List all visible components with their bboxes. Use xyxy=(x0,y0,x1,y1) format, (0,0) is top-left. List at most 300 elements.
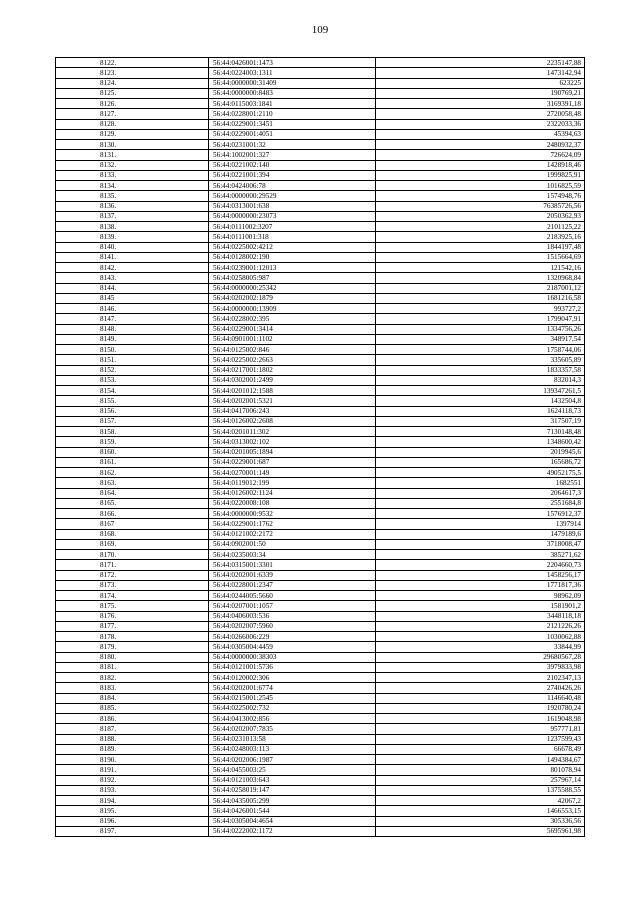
value-cell: 1581901,2 xyxy=(376,601,585,611)
value-cell: 1624118,73 xyxy=(376,406,585,416)
table-row xyxy=(56,222,585,232)
value-cell: 3979833,98 xyxy=(376,662,585,672)
cadastral-number-cell: 56:44:0231001:32 xyxy=(209,140,376,150)
row-number-cell: 8161. xyxy=(56,457,209,467)
cadastral-number-cell: 56:44:0120002:306 xyxy=(209,673,376,683)
value-cell: 33844,99 xyxy=(376,642,585,652)
cadastral-number-cell: 56:44:0121002:2172 xyxy=(209,529,376,539)
row-number-cell: 8134. xyxy=(56,181,209,191)
value-cell: 1574948,76 xyxy=(376,191,585,201)
value-cell: 1515664,69 xyxy=(376,252,585,262)
table-row xyxy=(56,591,585,601)
value-cell: 1682551 xyxy=(376,478,585,488)
cadastral-number-cell: 56:44:0000000:13909 xyxy=(209,304,376,314)
cadastral-number-cell: 56:44:0201011:302 xyxy=(209,427,376,437)
table-row xyxy=(56,252,585,262)
value-cell: 1844197,48 xyxy=(376,242,585,252)
table-row xyxy=(56,314,585,324)
cadastral-number-cell: 56:44:0305004:4654 xyxy=(209,816,376,826)
row-number-cell: 8133. xyxy=(56,170,209,180)
value-cell: 1619048,98 xyxy=(376,714,585,724)
row-number-cell: 8153. xyxy=(56,375,209,385)
cadastral-number-cell: 56:44:0225002:732 xyxy=(209,703,376,713)
value-cell: 1681216,58 xyxy=(376,293,585,303)
table-row xyxy=(56,693,585,703)
row-number-cell: 8173. xyxy=(56,580,209,590)
row-number-cell: 8128. xyxy=(56,119,209,129)
table-row xyxy=(56,755,585,765)
value-cell: 139347261,5 xyxy=(376,386,585,396)
table-row xyxy=(56,88,585,98)
value-cell: 66678,49 xyxy=(376,744,585,754)
table-row xyxy=(56,580,585,590)
cadastral-number-cell: 56:44:0239001:12013 xyxy=(209,263,376,273)
value-cell: 1348600,42 xyxy=(376,437,585,447)
value-cell: 2101125,22 xyxy=(376,222,585,232)
value-cell: 1397914 xyxy=(376,519,585,529)
cadastral-number-cell: 56:44:0902001:50 xyxy=(209,539,376,549)
table-row xyxy=(56,744,585,754)
cadastral-number-cell: 56:44:0202006:1987 xyxy=(209,755,376,765)
cadastral-number-cell: 56:44:0228002:395 xyxy=(209,314,376,324)
registry-table xyxy=(55,57,585,837)
row-number-cell: 8187. xyxy=(56,724,209,734)
cadastral-number-cell: 56:44:0258005:987 xyxy=(209,273,376,283)
row-number-cell: 8142. xyxy=(56,263,209,273)
row-number-cell: 8131. xyxy=(56,150,209,160)
cadastral-number-cell: 56:44:0202001:6774 xyxy=(209,683,376,693)
value-cell: 1237599,43 xyxy=(376,734,585,744)
table-row xyxy=(56,652,585,662)
value-cell: 3169391,18 xyxy=(376,99,585,109)
value-cell: 1146640,48 xyxy=(376,693,585,703)
value-cell: 317507,19 xyxy=(376,416,585,426)
table-row xyxy=(56,304,585,314)
table-row xyxy=(56,181,585,191)
value-cell: 726624,09 xyxy=(376,150,585,160)
row-number-cell: 8197. xyxy=(56,826,209,836)
cadastral-number-cell: 56:44:0000000:9532 xyxy=(209,509,376,519)
row-number-cell: 8193. xyxy=(56,785,209,795)
cadastral-number-cell: 56:44:0000000:25342 xyxy=(209,283,376,293)
table-row xyxy=(56,129,585,139)
row-number-cell: 8152. xyxy=(56,365,209,375)
cadastral-number-cell: 56:44:0426001:544 xyxy=(209,806,376,816)
table-row xyxy=(56,570,585,580)
table-row xyxy=(56,396,585,406)
table-row xyxy=(56,509,585,519)
value-cell: 335605,89 xyxy=(376,355,585,365)
cadastral-number-cell: 56:44:0215001:2545 xyxy=(209,693,376,703)
row-number-cell: 8164. xyxy=(56,488,209,498)
table-row xyxy=(56,529,585,539)
table-row xyxy=(56,806,585,816)
row-number-cell: 8178. xyxy=(56,632,209,642)
cadastral-number-cell: 56:44:0455003:25 xyxy=(209,765,376,775)
table-row xyxy=(56,539,585,549)
value-cell: 993727,2 xyxy=(376,304,585,314)
cadastral-number-cell: 56:44:0302001:2499 xyxy=(209,375,376,385)
value-cell: 2187001,12 xyxy=(376,283,585,293)
table-row xyxy=(56,58,585,68)
cadastral-number-cell: 56:44:0315001:3301 xyxy=(209,560,376,570)
row-number-cell: 8165. xyxy=(56,498,209,508)
value-cell: 42067,2 xyxy=(376,796,585,806)
row-number-cell: 8182. xyxy=(56,673,209,683)
cadastral-number-cell: 56:44:0229001:687 xyxy=(209,457,376,467)
cadastral-number-cell: 56:44:0207001:1057 xyxy=(209,601,376,611)
row-number-cell: 8150. xyxy=(56,345,209,355)
table-row xyxy=(56,519,585,529)
value-cell: 3718008,47 xyxy=(376,539,585,549)
cadastral-number-cell: 56:44:0202002:1879 xyxy=(209,293,376,303)
table-row xyxy=(56,488,585,498)
value-cell: 1458256,17 xyxy=(376,570,585,580)
row-number-cell: 8148. xyxy=(56,324,209,334)
row-number-cell: 8138. xyxy=(56,222,209,232)
table-row xyxy=(56,498,585,508)
value-cell: 1758744,06 xyxy=(376,345,585,355)
value-cell: 190769,21 xyxy=(376,88,585,98)
cadastral-number-cell: 56:44:0229001:1762 xyxy=(209,519,376,529)
cadastral-number-cell: 56:44:0126002:2608 xyxy=(209,416,376,426)
row-number-cell: 8151. xyxy=(56,355,209,365)
value-cell: 2551684,8 xyxy=(376,498,585,508)
cadastral-number-cell: 56:44:0225002:4212 xyxy=(209,242,376,252)
row-number-cell: 8167 xyxy=(56,519,209,529)
table-row xyxy=(56,119,585,129)
row-number-cell: 8144. xyxy=(56,283,209,293)
cadastral-number-cell: 56:44:0121003:643 xyxy=(209,775,376,785)
row-number-cell: 8158. xyxy=(56,427,209,437)
row-number-cell: 8180. xyxy=(56,652,209,662)
value-cell: 1576912,37 xyxy=(376,509,585,519)
value-cell: 2235147,88 xyxy=(376,58,585,68)
value-cell: 3448118,18 xyxy=(376,611,585,621)
table-row xyxy=(56,724,585,734)
table-body xyxy=(56,58,585,837)
value-cell: 2183925,16 xyxy=(376,232,585,242)
table-row xyxy=(56,263,585,273)
table-row xyxy=(56,273,585,283)
value-cell: 801078,94 xyxy=(376,765,585,775)
cadastral-number-cell: 56:44:0115003:1841 xyxy=(209,99,376,109)
table-row xyxy=(56,345,585,355)
row-number-cell: 8157. xyxy=(56,416,209,426)
row-number-cell: 8169. xyxy=(56,539,209,549)
table-row xyxy=(56,765,585,775)
row-number-cell: 8179. xyxy=(56,642,209,652)
table-row xyxy=(56,150,585,160)
cadastral-number-cell: 56:44:0220008:108 xyxy=(209,498,376,508)
table-row xyxy=(56,621,585,631)
value-cell: 121542,16 xyxy=(376,263,585,273)
row-number-cell: 8140. xyxy=(56,242,209,252)
table-row xyxy=(56,703,585,713)
cadastral-number-cell: 56:44:0413002:856 xyxy=(209,714,376,724)
row-number-cell: 8156. xyxy=(56,406,209,416)
value-cell: 2121226,26 xyxy=(376,621,585,631)
cadastral-number-cell: 56:44:0229001:3451 xyxy=(209,119,376,129)
cadastral-number-cell: 56:44:0435005:299 xyxy=(209,796,376,806)
value-cell: 29680567,28 xyxy=(376,652,585,662)
row-number-cell: 8183. xyxy=(56,683,209,693)
table-row xyxy=(56,632,585,642)
row-number-cell: 8126. xyxy=(56,99,209,109)
cadastral-number-cell: 56:44:0248003:113 xyxy=(209,744,376,754)
cadastral-number-cell: 56:44:0202007:5960 xyxy=(209,621,376,631)
row-number-cell: 8130. xyxy=(56,140,209,150)
cadastral-number-cell: 56:44:0229001:3414 xyxy=(209,324,376,334)
row-number-cell: 8168. xyxy=(56,529,209,539)
table-row xyxy=(56,140,585,150)
table-row xyxy=(56,283,585,293)
cadastral-number-cell: 56:44:0125002:846 xyxy=(209,345,376,355)
cadastral-number-cell: 56:44:0222002:1172 xyxy=(209,826,376,836)
table-row xyxy=(56,386,585,396)
row-number-cell: 8139. xyxy=(56,232,209,242)
row-number-cell: 8172. xyxy=(56,570,209,580)
value-cell: 1771817,36 xyxy=(376,580,585,590)
row-number-cell: 8196. xyxy=(56,816,209,826)
row-number-cell: 8135. xyxy=(56,191,209,201)
value-cell: 2322033,36 xyxy=(376,119,585,129)
value-cell: 2102347,13 xyxy=(376,673,585,683)
value-cell: 1494384,67 xyxy=(376,755,585,765)
value-cell: 76385726,56 xyxy=(376,201,585,211)
value-cell: 257967,14 xyxy=(376,775,585,785)
row-number-cell: 8159. xyxy=(56,437,209,447)
table-row xyxy=(56,560,585,570)
cadastral-number-cell: 56:44:0201005:1894 xyxy=(209,447,376,457)
value-cell: 2720058,48 xyxy=(376,109,585,119)
cadastral-number-cell: 56:44:0202001:5321 xyxy=(209,396,376,406)
value-cell: 1466553,15 xyxy=(376,806,585,816)
cadastral-number-cell: 56:44:0126002:1124 xyxy=(209,488,376,498)
row-number-cell: 8155. xyxy=(56,396,209,406)
page-number: 109 xyxy=(311,24,329,36)
table-row xyxy=(56,601,585,611)
row-number-cell: 8136. xyxy=(56,201,209,211)
row-number-cell: 8127. xyxy=(56,109,209,119)
table-row xyxy=(56,478,585,488)
table-row xyxy=(56,734,585,744)
row-number-cell: 8184. xyxy=(56,693,209,703)
cadastral-number-cell: 56:44:0426001:1473 xyxy=(209,58,376,68)
value-cell: 1428918,46 xyxy=(376,160,585,170)
table-row xyxy=(56,683,585,693)
cadastral-number-cell: 56:44:0313001:638 xyxy=(209,201,376,211)
cadastral-number-cell: 56:44:0235003:34 xyxy=(209,550,376,560)
value-cell: 2480932,37 xyxy=(376,140,585,150)
cadastral-number-cell: 56:44:0000000:23073 xyxy=(209,211,376,221)
table-row xyxy=(56,78,585,88)
cadastral-number-cell: 56:44:0221001:394 xyxy=(209,170,376,180)
cadastral-number-cell: 56:44:0128002:190 xyxy=(209,252,376,262)
value-cell: 1479189,6 xyxy=(376,529,585,539)
table-row xyxy=(56,416,585,426)
table-row xyxy=(56,785,585,795)
value-cell: 2740426,26 xyxy=(376,683,585,693)
value-cell: 1920780,24 xyxy=(376,703,585,713)
value-cell: 7130148,48 xyxy=(376,427,585,437)
table-row xyxy=(56,375,585,385)
table-row xyxy=(56,242,585,252)
value-cell: 1375588,55 xyxy=(376,785,585,795)
table-row xyxy=(56,406,585,416)
value-cell: 1320968,84 xyxy=(376,273,585,283)
row-number-cell: 8181. xyxy=(56,662,209,672)
table-row xyxy=(56,816,585,826)
row-number-cell: 8141. xyxy=(56,252,209,262)
table-row xyxy=(56,673,585,683)
value-cell: 5695961,98 xyxy=(376,826,585,836)
value-cell: 1999825,91 xyxy=(376,170,585,180)
table-row xyxy=(56,642,585,652)
value-cell: 385271,62 xyxy=(376,550,585,560)
row-number-cell: 8170. xyxy=(56,550,209,560)
cadastral-number-cell: 56:44:0901001:1102 xyxy=(209,334,376,344)
cadastral-number-cell: 56:44:0121001:5736 xyxy=(209,662,376,672)
row-number-cell: 8175. xyxy=(56,601,209,611)
table-row xyxy=(56,611,585,621)
table-row xyxy=(56,427,585,437)
table-row xyxy=(56,457,585,467)
row-number-cell: 8186. xyxy=(56,714,209,724)
value-cell: 1799047,91 xyxy=(376,314,585,324)
row-number-cell: 8189. xyxy=(56,744,209,754)
row-number-cell: 8185. xyxy=(56,703,209,713)
table-row xyxy=(56,550,585,560)
table-row xyxy=(56,437,585,447)
cadastral-number-cell: 56:44:1002001:327 xyxy=(209,150,376,160)
cadastral-number-cell: 56:44:0417006:243 xyxy=(209,406,376,416)
row-number-cell: 8146. xyxy=(56,304,209,314)
row-number-cell: 8129. xyxy=(56,129,209,139)
table-row xyxy=(56,365,585,375)
value-cell: 98962,09 xyxy=(376,591,585,601)
table-row xyxy=(56,775,585,785)
table-row xyxy=(56,201,585,211)
row-number-cell: 8195. xyxy=(56,806,209,816)
value-cell: 348917,54 xyxy=(376,334,585,344)
cadastral-number-cell: 56:44:0229001:4051 xyxy=(209,129,376,139)
row-number-cell: 8190. xyxy=(56,755,209,765)
table-row xyxy=(56,293,585,303)
row-number-cell: 8137. xyxy=(56,211,209,221)
cadastral-number-cell: 56:44:0111001:318 xyxy=(209,232,376,242)
cadastral-number-cell: 56:44:0406003:536 xyxy=(209,611,376,621)
row-number-cell: 8177. xyxy=(56,621,209,631)
row-number-cell: 8163. xyxy=(56,478,209,488)
value-cell: 1030062,88 xyxy=(376,632,585,642)
row-number-cell: 8194. xyxy=(56,796,209,806)
table-row xyxy=(56,232,585,242)
value-cell: 623225 xyxy=(376,78,585,88)
cadastral-number-cell: 56:44:0225002:2663 xyxy=(209,355,376,365)
row-number-cell: 8132. xyxy=(56,160,209,170)
value-cell: 2204660,73 xyxy=(376,560,585,570)
value-cell: 305336,56 xyxy=(376,816,585,826)
table-row xyxy=(56,714,585,724)
value-cell: 957771,81 xyxy=(376,724,585,734)
cadastral-number-cell: 56:44:0258019:147 xyxy=(209,785,376,795)
value-cell: 2019945,6 xyxy=(376,447,585,457)
table-row xyxy=(56,355,585,365)
value-cell: 1432504,8 xyxy=(376,396,585,406)
cadastral-number-cell: 56:44:0000000:8483 xyxy=(209,88,376,98)
cadastral-number-cell: 56:44:0000000:31409 xyxy=(209,78,376,88)
cadastral-number-cell: 56:44:0000000:38303 xyxy=(209,652,376,662)
row-number-cell: 8176. xyxy=(56,611,209,621)
table-row xyxy=(56,109,585,119)
cadastral-number-cell: 56:44:0270001:149 xyxy=(209,468,376,478)
cadastral-number-cell: 56:44:0119012:199 xyxy=(209,478,376,488)
row-number-cell: 8174. xyxy=(56,591,209,601)
cadastral-number-cell: 56:44:0313002:102 xyxy=(209,437,376,447)
row-number-cell: 8123. xyxy=(56,68,209,78)
cadastral-number-cell: 56:44:0111002:3207 xyxy=(209,222,376,232)
row-number-cell: 8147. xyxy=(56,314,209,324)
cadastral-number-cell: 56:44:0201012:1588 xyxy=(209,386,376,396)
table-row xyxy=(56,160,585,170)
cadastral-number-cell: 56:44:0202001:6339 xyxy=(209,570,376,580)
row-number-cell: 8188. xyxy=(56,734,209,744)
table-row xyxy=(56,468,585,478)
table-row xyxy=(56,191,585,201)
table-row xyxy=(56,334,585,344)
table-row xyxy=(56,68,585,78)
cadastral-number-cell: 56:44:0224003:1311 xyxy=(209,68,376,78)
cadastral-number-cell: 56:44:0266006:229 xyxy=(209,632,376,642)
table-row xyxy=(56,796,585,806)
table-row xyxy=(56,99,585,109)
row-number-cell: 8162. xyxy=(56,468,209,478)
row-number-cell: 8125. xyxy=(56,88,209,98)
cadastral-number-cell: 56:44:0424006:78 xyxy=(209,181,376,191)
row-number-cell: 8154. xyxy=(56,386,209,396)
table-row xyxy=(56,447,585,457)
value-cell: 1016825,59 xyxy=(376,181,585,191)
row-number-cell: 8171. xyxy=(56,560,209,570)
row-number-cell: 8122. xyxy=(56,58,209,68)
cadastral-number-cell: 56:44:0202007:7835 xyxy=(209,724,376,734)
table-row xyxy=(56,324,585,334)
row-number-cell: 8191. xyxy=(56,765,209,775)
cadastral-number-cell: 56:44:0244005:5660 xyxy=(209,591,376,601)
cadastral-number-cell: 56:44:0228001:2347 xyxy=(209,580,376,590)
table-row xyxy=(56,170,585,180)
row-number-cell: 8166. xyxy=(56,509,209,519)
row-number-cell: 8192. xyxy=(56,775,209,785)
value-cell: 1473142,94 xyxy=(376,68,585,78)
table-row xyxy=(56,662,585,672)
cadastral-number-cell: 56:44:0305004:4459 xyxy=(209,642,376,652)
row-number-cell: 8145 xyxy=(56,293,209,303)
row-number-cell: 8149. xyxy=(56,334,209,344)
cadastral-number-cell: 56:44:0228001:2110 xyxy=(209,109,376,119)
value-cell: 2064617,3 xyxy=(376,488,585,498)
row-number-cell: 8160. xyxy=(56,447,209,457)
value-cell: 165686,72 xyxy=(376,457,585,467)
row-number-cell: 8143. xyxy=(56,273,209,283)
value-cell: 2050362,93 xyxy=(376,211,585,221)
value-cell: 832014,3 xyxy=(376,375,585,385)
cadastral-number-cell: 56:44:0221002:140 xyxy=(209,160,376,170)
row-number-cell: 8124. xyxy=(56,78,209,88)
cadastral-number-cell: 56:44:0000000:29529 xyxy=(209,191,376,201)
table-row xyxy=(56,211,585,221)
